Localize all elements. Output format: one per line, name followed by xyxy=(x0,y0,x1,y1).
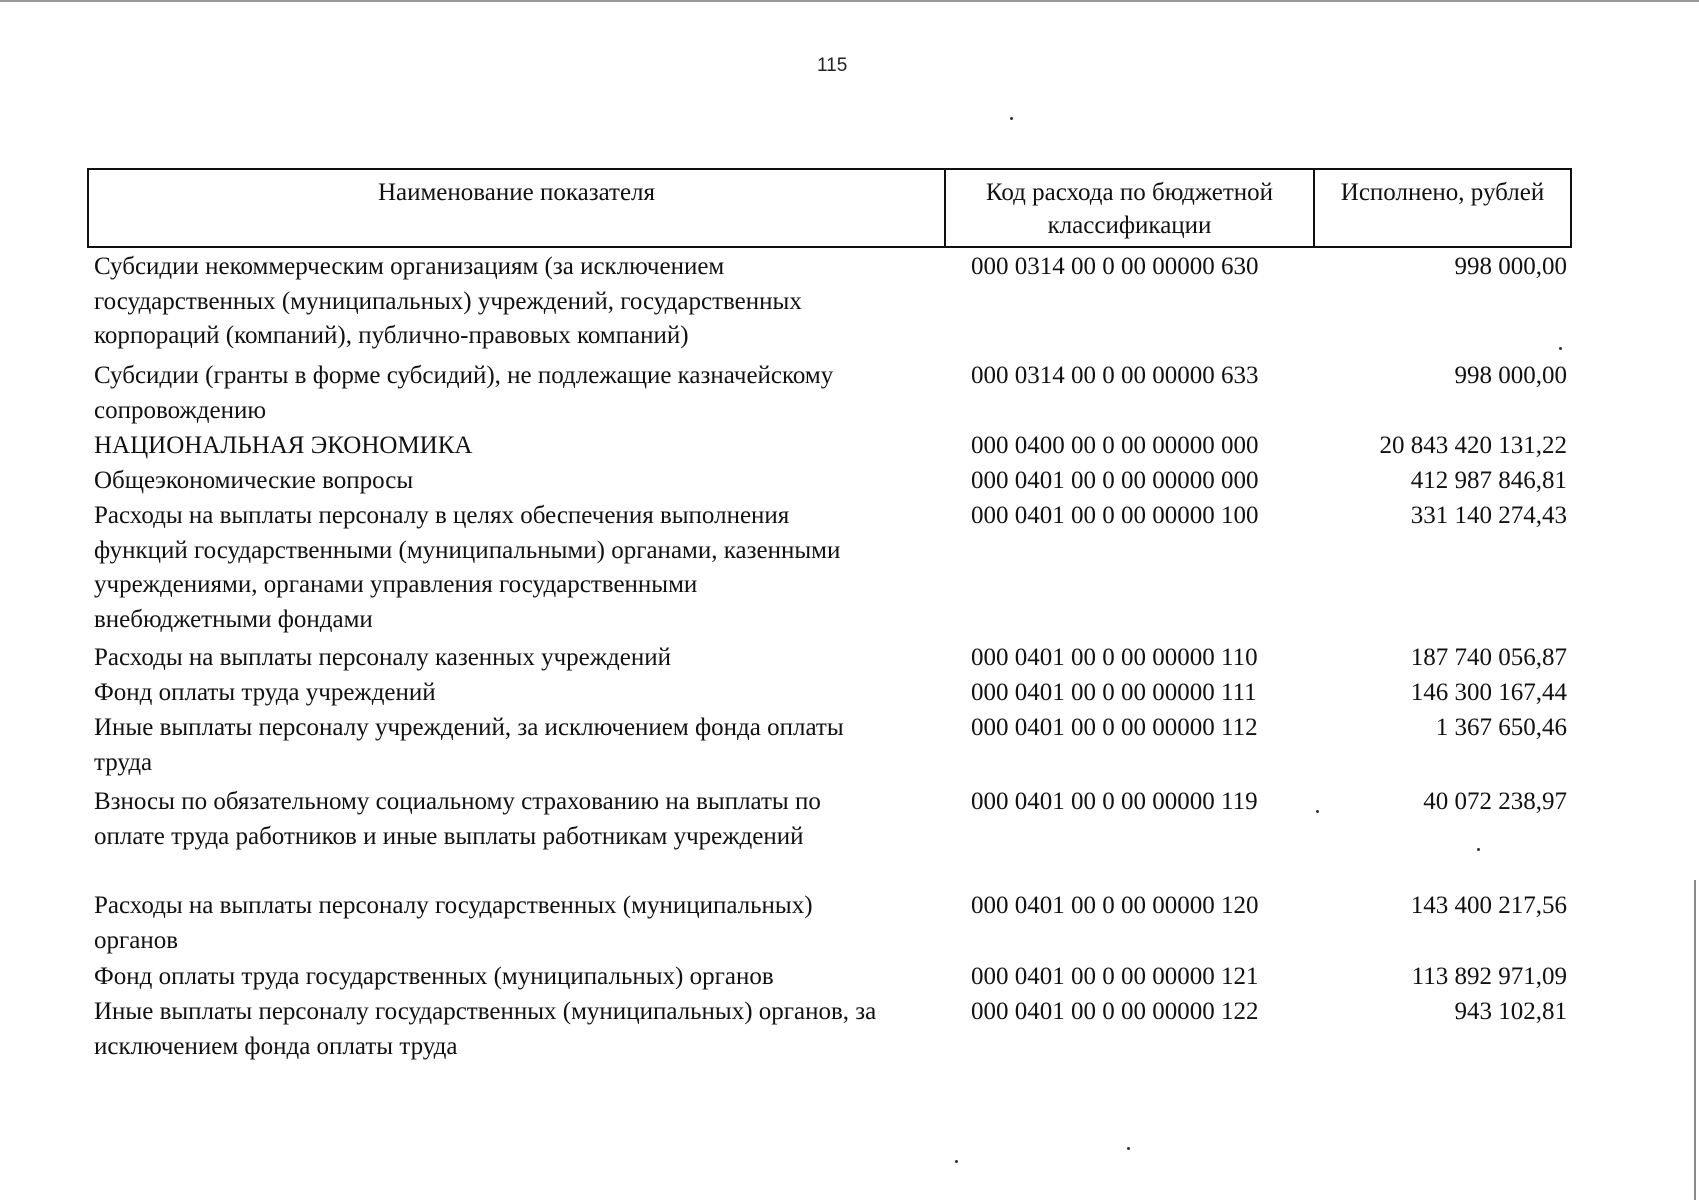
header-budget-code: Код расхода по бюджетной классификации xyxy=(946,170,1315,246)
row-name: НАЦИОНАЛЬНАЯ ЭКОНОМИКА xyxy=(94,432,473,459)
row-amount: 943 102,81 xyxy=(1454,998,1567,1025)
row-amount: 998 000,00 xyxy=(1454,253,1567,280)
row-amount: 113 892 971,09 xyxy=(1411,963,1567,990)
row-name: Субсидии некоммерческим организациям (за исключением государственных (муниципальных) учреждений, государственных корпораций (компаний), публично-правовых компаний) xyxy=(94,253,802,349)
row-amount: 187 740 056,87 xyxy=(1410,644,1567,671)
page-number: 115 xyxy=(817,55,848,76)
row-code: 000 0314 00 0 00 00000 633 xyxy=(971,362,1259,389)
row-code: 000 0401 00 0 00 00000 000 xyxy=(971,467,1259,494)
row-amount: 143 400 217,56 xyxy=(1410,892,1567,919)
row-code: 000 0401 00 0 00 00000 121 xyxy=(971,963,1259,990)
row-amount: 998 000,00 xyxy=(1454,362,1567,389)
row-name: Фонд оплаты труда государственных (муниципальных) органов xyxy=(94,963,774,990)
row-amount: 331 140 274,43 xyxy=(1410,502,1567,529)
row-name: Субсидии (гранты в форме субсидий), не подлежащие казначейскому сопровождению xyxy=(94,362,834,424)
row-name: Расходы на выплаты персоналу казенных учреждений xyxy=(94,644,671,671)
row-name: Расходы на выплаты персоналу в целях обеспечения выполнения функций государственными (муниципальными) органами, казенными учреждениями, органами управления государственными внебюджетными фондами xyxy=(94,502,841,633)
row-amount: 20 843 420 131,22 xyxy=(1379,432,1567,459)
row-code: 000 0401 00 0 00 00000 120 xyxy=(971,892,1259,919)
row-amount: 146 300 167,44 xyxy=(1410,679,1567,706)
row-code: 000 0401 00 0 00 00000 100 xyxy=(971,502,1259,529)
row-name: Взносы по обязательному социальному страхованию на выплаты по оплате труда работников и иные выплаты работникам учреждений xyxy=(94,788,821,850)
row-code: 000 0400 00 0 00 00000 000 xyxy=(971,432,1259,459)
row-amount: 1 367 650,46 xyxy=(1435,714,1567,741)
row-amount: 40 072 238,97 xyxy=(1423,788,1567,815)
row-name: Расходы на выплаты персоналу государственных (муниципальных) органов xyxy=(94,892,813,954)
row-name: Фонд оплаты труда учреждений xyxy=(94,679,436,706)
row-code: 000 0401 00 0 00 00000 119 xyxy=(971,788,1258,815)
row-amount: 412 987 846,81 xyxy=(1410,467,1567,494)
row-code: 000 0401 00 0 00 00000 111 xyxy=(971,679,1257,706)
row-name: Иные выплаты персоналу государственных (муниципальных) органов, за исключением фонда оплаты труда xyxy=(94,998,877,1060)
row-name: Общеэкономические вопросы xyxy=(94,467,414,494)
row-code: 000 0314 00 0 00 00000 630 xyxy=(971,253,1259,280)
row-code: 000 0401 00 0 00 00000 110 xyxy=(971,644,1258,671)
row-code: 000 0401 00 0 00 00000 112 xyxy=(971,714,1258,741)
row-code: 000 0401 00 0 00 00000 122 xyxy=(971,998,1259,1025)
header-executed-amount: Исполнено, рублей xyxy=(1340,179,1545,206)
header-indicator-name: Наименование показателя xyxy=(89,170,946,246)
row-name: Иные выплаты персоналу учреждений, за исключением фонда оплаты труда xyxy=(94,714,844,776)
